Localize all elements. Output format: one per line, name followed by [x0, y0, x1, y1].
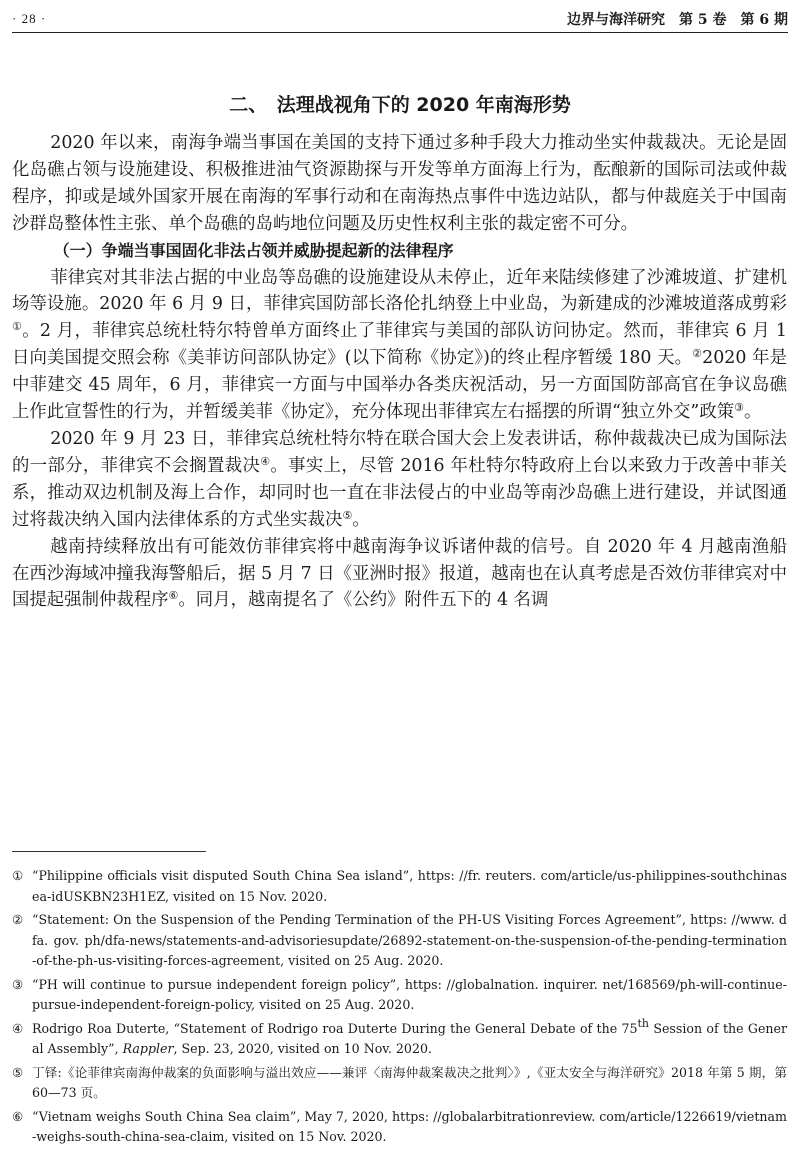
- body-text: [12, 130, 787, 614]
- footnote-separator: [12, 851, 206, 852]
- page-number: · 28 ·: [12, 11, 47, 26]
- footnote-text: “Vietnam weighs South China Sea claim”, May 7, 2020, https: //globalarbitrationreview. com/article/1226619/vietnam-weighs-south-china-sea-claim, visited on 15 Nov. 2020.: [32, 1108, 787, 1144]
- footnote-mark: ⑤: [12, 1064, 24, 1080]
- footnote: [12, 1016, 787, 1060]
- footnote-text: Rodrigo Roa Duterte, “Statement of Rodrigo roa Duterte During the General Debate of the 75th Session of the General Assembly”, Rappler, Sep. 23, 2020, visited on 10 Nov. 2020.: [32, 1016, 787, 1056]
- footnotes: [12, 866, 787, 1151]
- footnote-ref[interactable]: ②: [692, 347, 703, 361]
- paragraph: 菲律宾对其非法占据的中业岛等岛礁的设施建设从未停止，近年来陆续修建了沙滩坡道、扩建机场等设施。2020 年 6 月 9 日，菲律宾国防部长洛伦扎纳登上中业岛，为新建成的沙滩坡道落成剪彩①。2 月，菲律宾总统杜特尔特曾单方面终止了菲律宾与美国的部队访问协定。然而，菲律宾 6 月 1 日向美国提交照会称《美菲访问部队协定》(以下简称《协定》)的终止程序暂缓 180 天。②2020 年是中菲建交 45 周年，6 月，菲律宾一方面与中国举办各类庆祝活动，另一方面国防部高官在争议岛礁上作此宣誓性的行为，并暂缓美菲《协定》，充分体现出菲律宾左右摇摆的所谓“独立外交”政策③。: [12, 267, 787, 423]
- footnote: [12, 1063, 787, 1104]
- footnote-mark: ④: [12, 1020, 24, 1036]
- footnote-ref[interactable]: ③: [734, 401, 744, 415]
- footnote-text: “Statement: On the Suspension of the Pending Termination of the PH-US Visiting Forces Agreement”, https: //www. dfa. gov. ph/dfa-news/statements-and-advisoriesupdate/26892-statement-on-the-suspension-of-the-pending-termination-of-the-ph-us-visiting-forces-agreement, visited on 25 Aug. 2020.: [32, 912, 787, 968]
- subsection-heading: （一）争端当事国固化非法占领并威胁提起新的法律程序: [53, 240, 454, 260]
- footnote-ref[interactable]: ⑤: [342, 508, 353, 522]
- paragraph: 2020 年以来，南海争端当事国在美国的支持下通过多种手段大力推动坐实仲裁裁决。无论是固化岛礁占领与设施建设、积极推进油气资源勘探与开发等单方面海上行为，酝酿新的国际司法或仲裁程序，抑或是域外国家开展在南海的军事行动和在南海热点事件中选边站队，都与仲裁庭关于中国南沙群岛整体性主张、单个岛礁的岛屿地位问题及历史性权利主张的裁定密不可分。: [12, 133, 787, 234]
- paragraph: 越南持续释放出有可能效仿菲律宾将中越南海争议诉诸仲裁的信号。自 2020 年 4 月越南渔船在西沙海域冲撞我海警船后，据 5 月 7 日《亚洲时报》报道，越南也在认真考虑是否效仿菲律宾对中国提起强制仲裁程序⑥。同月，越南提名了《公约》附件五下的 4 名调: [12, 536, 787, 611]
- journal-title: 边界与海洋研究 第 5 卷 第 6 期: [567, 12, 788, 28]
- footnote-text: “Philippine officials visit disputed South China Sea island”, https: //fr. reuters. com/article/us-philippines-southchinasea-idUSKBN23H1EZ, visited on 15 Nov. 2020.: [32, 868, 787, 904]
- footnote-text: “PH will continue to pursue independent foreign policy”, https: //globalnation. inquirer. net/168569/ph-will-continue-pursue-independent-foreign-policy, visited on 25 Aug. 2020.: [32, 976, 787, 1012]
- running-header: [12, 6, 788, 33]
- footnote-ref[interactable]: ⑥: [168, 589, 179, 603]
- footnote-ref[interactable]: ①: [12, 320, 23, 334]
- footnote: [12, 910, 787, 972]
- footnote-mark: ③: [12, 976, 24, 992]
- footnote-text: 丁铎:《论菲律宾南海仲裁案的负面影响与溢出效应——兼评〈南海仲裁案裁决之批判〉》,《亚太安全与海洋研究》2018 年第 5 期，第 60—73 页。: [32, 1064, 787, 1100]
- footnote: [12, 1107, 787, 1148]
- footnote: [12, 975, 787, 1016]
- footnote-mark: ①: [12, 868, 24, 883]
- footnote-mark: ②: [12, 912, 24, 927]
- footnote: [12, 866, 787, 907]
- footnote-mark: ⑥: [12, 1108, 24, 1124]
- footnote-ref[interactable]: ④: [260, 454, 271, 468]
- paragraph: 2020 年 9 月 23 日，菲律宾总统杜特尔特在联合国大会上发表讲话，称仲裁裁决已成为国际法的一部分，菲律宾不会搁置裁决④。事实上，尽管 2016 年杜特尔特政府上台以来致力于改善中菲关系，推动双边机制及海上合作，却同时也一直在非法侵占的中业岛等南沙岛礁上进行建设，并试图通过将裁决纳入国内法律体系的方式坐实裁决⑤。: [12, 428, 787, 530]
- section-title: 二、 法理战视角下的 2020 年南海形势: [229, 94, 571, 116]
